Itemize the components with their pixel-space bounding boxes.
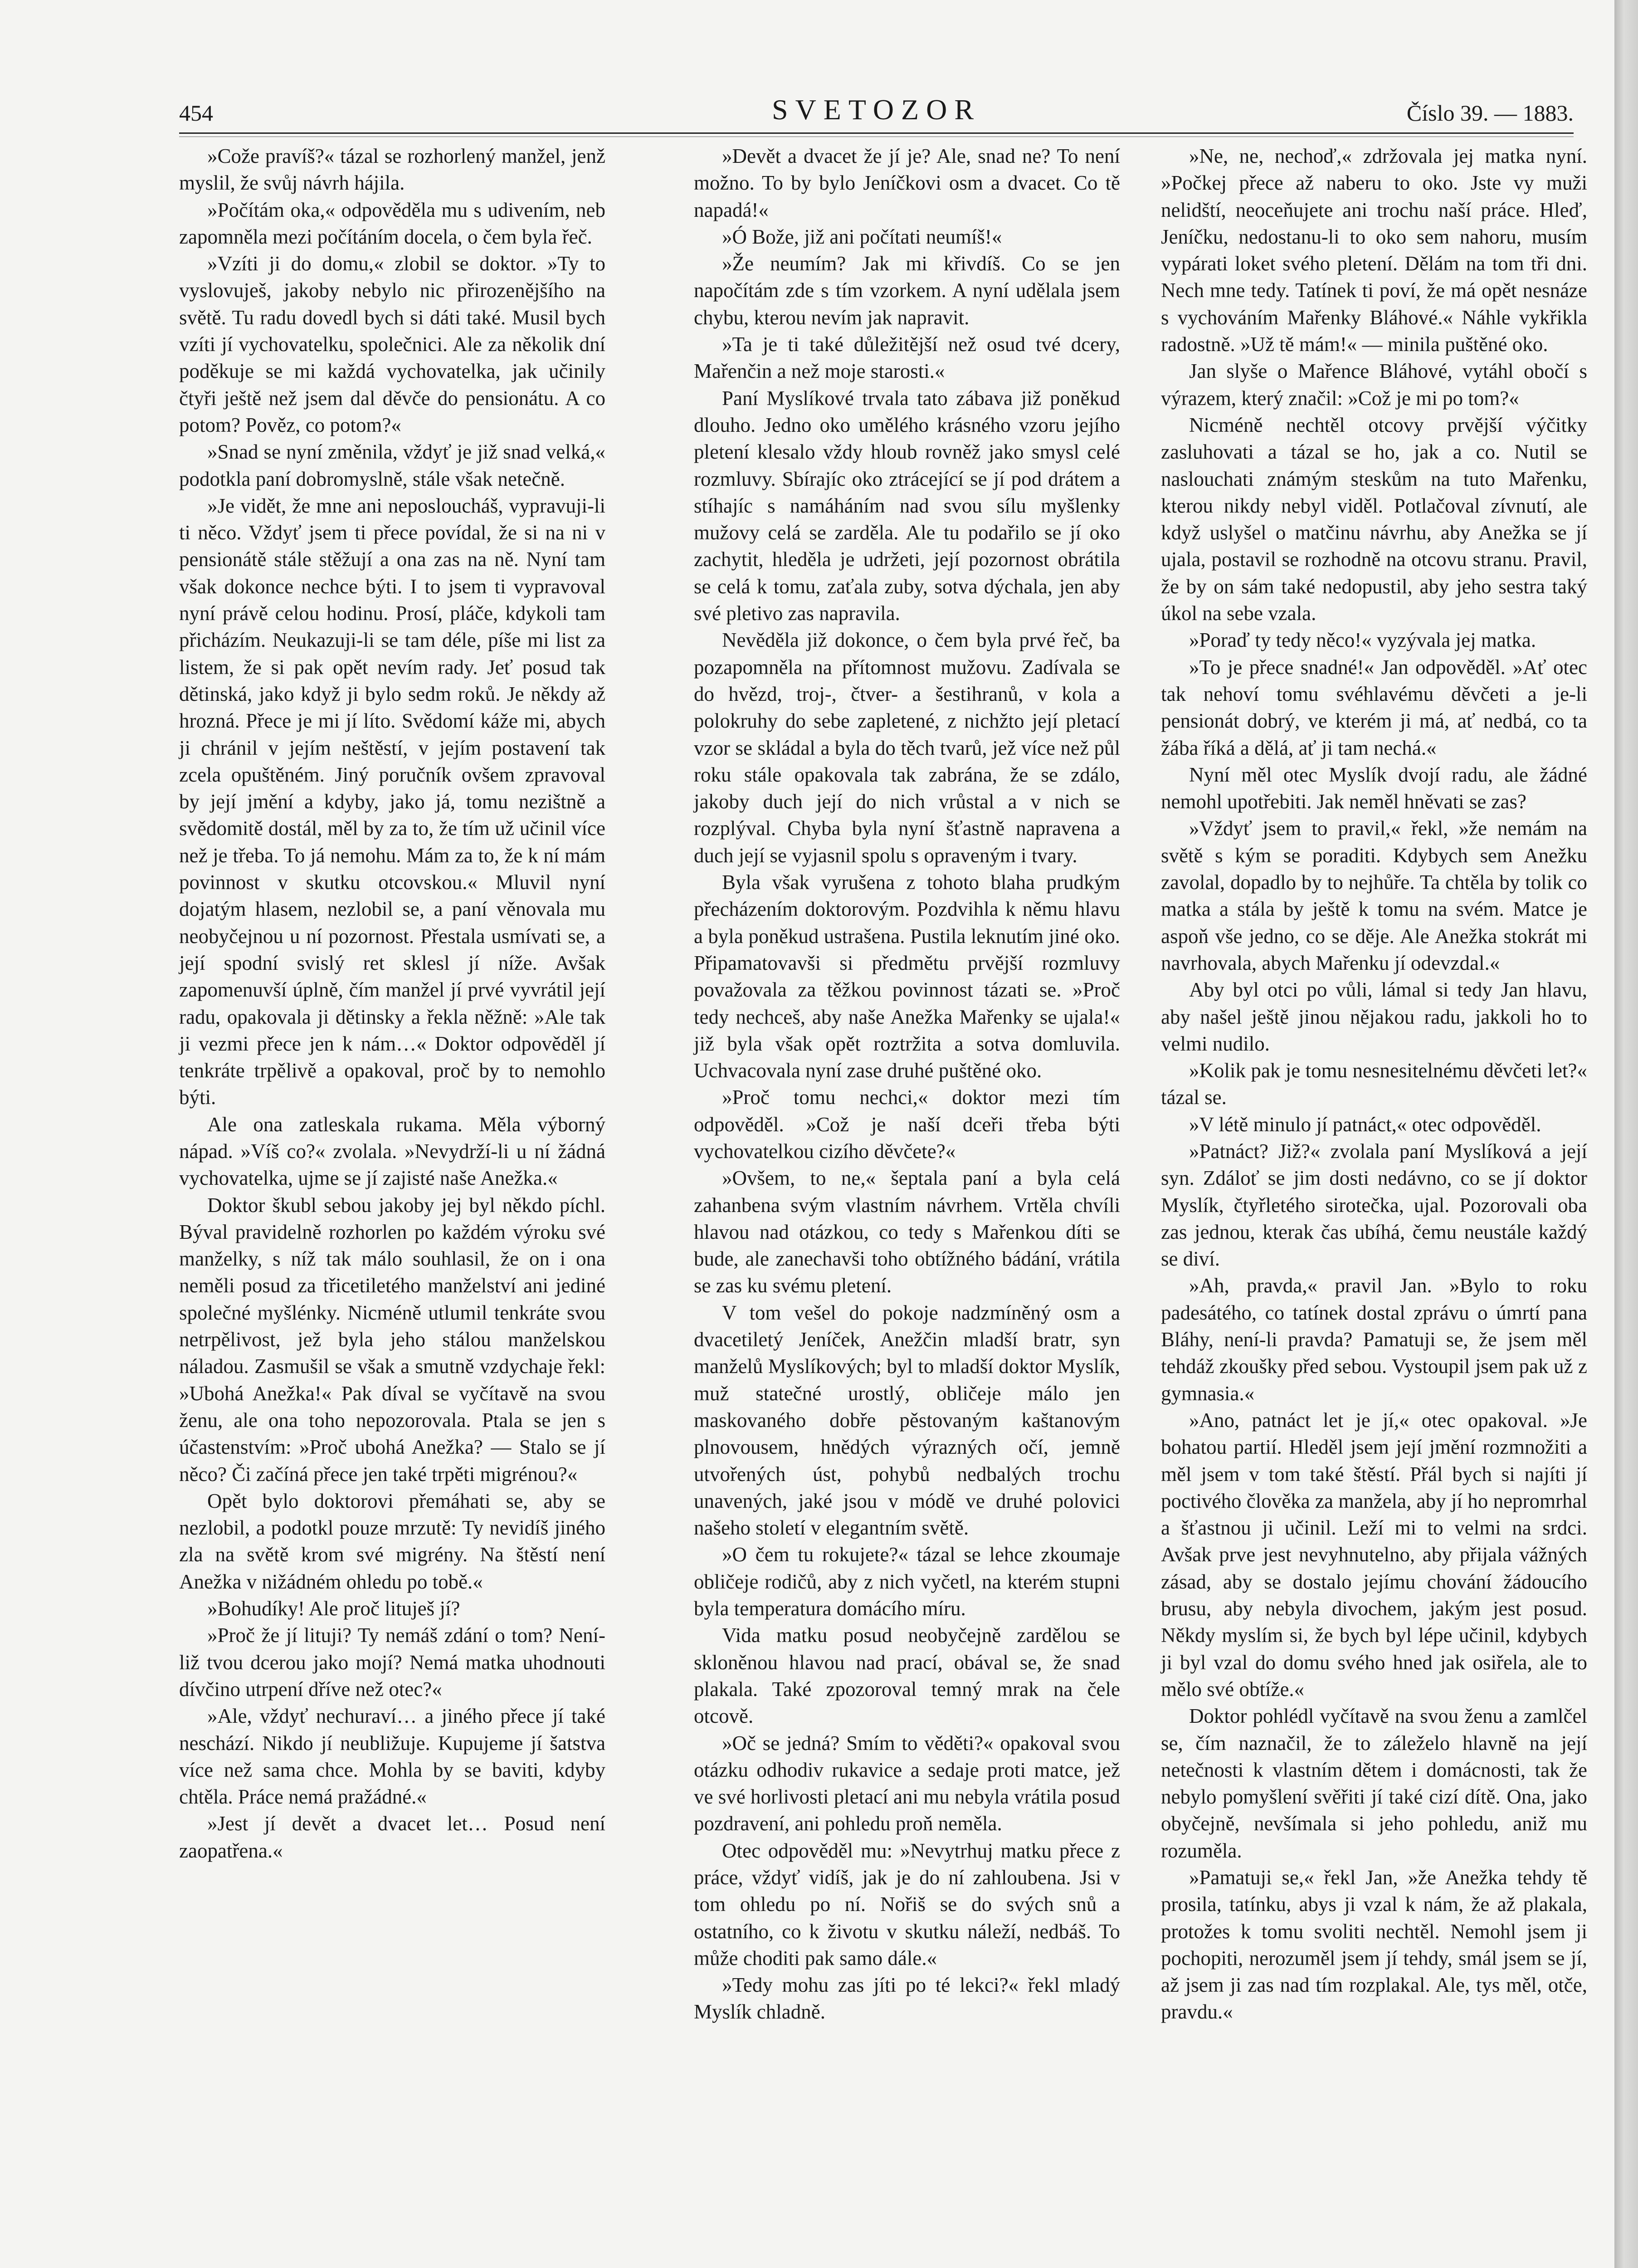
paragraph: »Kolik pak je tomu nesnesitelnému děvčeti let?« tázal se.	[1161, 1059, 1587, 1109]
text-column-3	[1161, 143, 1587, 2026]
paragraph: Ale ona zatleskala rukama. Měla výborný nápad. »Víš co?« zvolala. »Nevydrží-li u ní žádná vychovatelka, ujme se jí zajisté naše Anežka.«	[179, 1113, 605, 1190]
paragraph: »Vždyť jsem to pravil,« řekl, »že nemám na světě s kým se poraditi. Kdybych sem Anežku zavolal, dopadlo by to nejhůře. Ta chtěla by tolik co matka a stála by ještě k tomu na svém. Matce je aspoň vše jedno, co se děje. Ale Anežka stokrát mi navrhovala, abych Mařenku jí odevzdal.«	[1161, 817, 1587, 974]
paragraph: Paní Myslíkové trvala tato zábava již poněkud dlouho. Jedno oko umělého krásného vzoru jejího pletení klesalo vždy hloub rovněž jako smysl celé rozmluvy. Sbírajíc oko ztrácející se jí pod drátem a stíhajíc s namáháním nad svou sílu myšlenky mužovy celá se zarděla. Ale tu podařilo se jí oko zachytit, hleděla je udržeti, její pozornost obrátila se celá k tomu, zaťala zuby, sotva dýchala, jen aby své pletivo zas napravila.	[694, 386, 1120, 625]
paragraph: Opět bylo doktorovi přemáhati se, aby se nezlobil, a podotkl pouze mrzutě: Ty nevidíš jiného zla na světě krom své migrény. Na štěstí není Anežka v nižádném ohledu po tobě.«	[179, 1489, 605, 1593]
paragraph: »O čem tu rokujete?« tázal se lehce zkoumaje obličeje rodičů, aby z nich vyčetl, na kterém stupni byla temperatura domácího míru.	[694, 1543, 1120, 1620]
paragraph: »Ó Bože, již ani počítati neumíš!«	[722, 225, 1002, 248]
text-column-2	[694, 143, 1120, 2026]
paragraph: Doktor škubl sebou jakoby jej byl někdo píchl. Býval pravidelně rozhorlen po každém výroku své manželky, s níž tak málo souhlasil, že on i ona neměli posud za třicetiletého manželství ani jediné společné myšlénky. Nicméně utlumil tenkráte svou netrpělivost, jež byla jeho stálou manželskou náladou. Zasmušil se však a smutně vzdychaje řekl: »Ubohá Anežka!« Pak díval se vyčítavě na svou ženu, ale ona toho nepozorovala. Ptala se jen s účastenstvím: »Proč ubohá Anežka? — Stalo se jí něco? Či začíná přece jen také trpěti migrénou?«	[179, 1193, 605, 1486]
paragraph: Otec odpověděl mu: »Nevytrhuj matku přece z práce, vždyť vidíš, jak je do ní zahloubena. Jsi v tom ohledu po ní. Nořiš se do svých snů a ostatního, co k životu v skutku náleží, nedbáš. To může choditi pak samo dále.«	[694, 1839, 1120, 1970]
paragraph: »Proč tomu nechci,« doktor mezi tím odpověděl. »Což je naší dceři třeba býti vychovatelkou cizího děvčete?«	[694, 1086, 1120, 1163]
paragraph: »Tedy mohu zas jíti po té lekci?« řekl mladý Myslík chladně.	[694, 1974, 1120, 2024]
paragraph: »Devět a dvacet že jí je? Ale, snad ne? To není možno. To by bylo Jeníčkovi osm a dvacet. Co tě napadá!«	[694, 145, 1120, 221]
header-rule	[179, 132, 1574, 137]
paragraph: »Poraď ty tedy něco!« vyzývala jej matka.	[1189, 629, 1536, 652]
paragraph: Nicméně nechtěl otcovy prvější výčitky zasluhovati a tázal se ho, jak a co. Nutil se naslouchati známým steskům na tuto Mařenku, kterou nikdy nebyl viděl. Potlačoval zívnutí, ale když uslyšel o matčinu návrhu, aby Anežka se jí ujala, postavil se rozhodně na otcovu stranu. Pravil, že by on sám také nedopustil, aby jeho sestra taký úkol na sebe vzala.	[1161, 413, 1587, 625]
paragraph: V tom vešel do pokoje nadzmíněný osm a dvacetiletý Jeníček, Anežčin mladší bratr, syn manželů Myslíkových; byl to mladší doktor Myslík, muž statečné urostlý, obličeje málo jen maskovaného dobře pěstovaným kaštanovým plnovousem, hnědých výrazných očí, jemně utvořených úst, pohybů nedbalých trochu unavených, jaké jsou v módě ve druhé polovici našeho století v elegantním světě.	[694, 1301, 1120, 1540]
page-number: 454	[179, 100, 213, 126]
page-edge	[1614, 0, 1638, 2268]
text-column-1	[179, 143, 605, 1864]
paragraph: »Oč se jedná? Smím to věděti?« opakoval svou otázku odhodiv rukavice a sedaje proti matce, jež ve své horlivosti pletací ani mu nebyla vrátila posud pozdravení, ani pohledu proň neměla.	[694, 1731, 1120, 1835]
paragraph: Vida matku posud neobyčejně zardělou se skloněnou hlavou nad prací, obával se, že snad plakala. Také zpozoroval temný mrak na čele otcově.	[694, 1624, 1120, 1728]
paragraph: Nyní měl otec Myslík dvojí radu, ale žádné nemohl upotřebiti. Jak neměl hněvati se zas?	[1161, 763, 1587, 813]
paragraph: »Že neumím? Jak mi křivdíš. Co se jen napočítám zde s tím vzorkem. A nyní udělala jsem chybu, kterou nevím jak napravit.	[694, 252, 1120, 329]
paragraph: »Je vidět, že mne ani neposloucháš, vypravuji-li ti něco. Vždyť jsem ti přece povídal, že si na ni v pensionátě stále stěžují a ona zas na ně. Nyní tam však dokonce nechce býti. I to jsem ti vypravoval nyní právě celou hodinu. Prosí, pláče, kdykoli tam přicházím. Neukazuji-li se tam déle, píše mi list za listem, že si pak opět nevím rady. Jeť posud tak dětinská, jako když ji bylo sedm roků. Je někdy až hrozná. Přece je mi jí líto. Svědomí káže mi, abych ji chránil v jejím neštěstí, v jejím postavení tak zcela opuštěném. Jiný poručník ovšem zpravoval by její jmění a kdyby, jako já, tomu nezištně a svědomitě dostál, měl by za to, že tím už učinil více než je třeba. To já nemohu. Mám za to, že k ní mám povinnost v skutku otcovskou.« Mluvil nyní dojatým hlasem, nezlobil se, a paní věnovala mu neobyčejnou u ní pozornost. Přestala usmívati se, a její spodní svislý ret sklesl jí níže. Avšak zapomenuvší úplně, čím manžel jí prvé vyvrátil její radu, opakovala ji dětinsky a řekla něžně: »Ale tak ji vezmi přece jen k nám…« Doktor odpověděl jí tenkráte trpělivě a opakoval, proč by to nemohlo býti.	[179, 494, 605, 1109]
paragraph: »Jest jí devět a dvacet let… Posud není zaopatřena.«	[179, 1812, 605, 1862]
paragraph: »Ano, patnáct let je jí,« otec opakoval. »Je bohatou partií. Hleděl jsem její jmění rozmnožiti a měl jsem v tom také štěstí. Přál bych si najíti jí poctivého člověka za manžela, aby jí ho nepromrhal a šťastnou ji učinil. Leží mi to velmi na srdci. Avšak prve jest nevyhnutelno, aby přijala vážných zásad, aby se dostalo jejímu chování žádoucího brusu, aby nebyla divochem, jakým jest posud. Někdy myslím si, že bych byl lépe učinil, kdybych ji byl vzal do domu svého hned jak osiřela, ale to mělo své obtíže.«	[1161, 1408, 1587, 1701]
paragraph: »Ah, pravda,« pravil Jan. »Bylo to roku padesátého, co tatínek dostal zprávu o úmrtí pana Bláhy, není-li pravda? Pamatuji se, že jsem měl tehdáž zkoušky před sebou. Vystoupil jsem pak už z gymnasia.«	[1161, 1274, 1587, 1405]
paragraph: »Bohudíky! Ale proč lituješ jí?	[207, 1597, 460, 1620]
paragraph: »Patnáct? Již?« zvolala paní Myslíková a její syn. Zdáloť se jim dosti nedávno, co se jí doktor Myslík, čtyřletého sirotečka, ujal. Pozorovali oba zas jednou, kterak čas ubíhá, čemu neustále každý se diví.	[1161, 1139, 1587, 1271]
paragraph: »Vzíti ji do domu,« zlobil se doktor. »Ty to vyslovuješ, jakoby nebylo nic přirozenějšího na světě. Tu radu dovedl bych si dáti také. Musil bych vzíti jí vychovatelku, společnici. Ale za několik dní poděkuje se mi každá vychovatelka, jak učinily čtyři ještě než jsem dal děvče do pensionátu. A co potom? Pověz, co potom?«	[179, 252, 605, 436]
paragraph: Byla však vyrušena z tohoto blaha prudkým přecházením doktorovým. Pozdvihla k němu hlavu a byla poněkud ustrašena. Pustila leknutím jiné oko. Připamatovavši si předmětu prvější rozmluvy považovala za těžkou povinnost tázati se. »Proč tedy nechceš, aby naše Anežka Mařenky se ujala!« již byla však opět roztržita a sotva domluvila. Uchvacovala nyní zase druhé puštěné oko.	[694, 871, 1120, 1082]
paragraph: Nevěděla již dokonce, o čem byla prvé řeč, ba pozapomněla na přítomnost mužovu. Zadívala se do hvězd, troj-, čtver- a šestihranů, v kola a polokruhy do sebe zapletené, z nichžto její pletací vzor se skládal a byla do těch tvarů, jež více než půl roku stále opakovala tak zabrána, že se zdálo, jakoby duch její do nich vrůstal a v nich se rozplýval. Chyba byla nyní šťastně napravena a duch její se vyjasnil spolu s opraveným i tvary.	[694, 629, 1120, 867]
paragraph: »Snad se nyní změnila, vždyť je již snad velká,« podotkla paní dobromyslně, stále však netečně.	[179, 440, 605, 490]
paragraph: »To je přece snadné!« Jan odpověděl. »Ať otec tak nehoví tomu svéhlavému děvčeti a je-li pensionát dobrý, ve kterém ji má, ať nedbá, co ta žába říká a dělá, ať ji tam nechá.«	[1161, 655, 1587, 759]
paragraph: »Počítám oka,« odpověděla mu s udivením, neb zapomněla mezi počítáním docela, o čem byla řeč.	[179, 198, 605, 248]
paragraph: »Ale, vždyť nechuraví… a jiného přece jí také neschází. Nikdo jí neubližuje. Kupujeme jí šatstva více než sama chce. Mohla by se baviti, kdyby chtěla. Práce nemá pražádné.«	[179, 1705, 605, 1809]
paragraph: »Ovšem, to ne,« šeptala paní a byla celá zahanbena svým vlastním návrhem. Vrtěla chvíli hlavou nad otázkou, co tedy s Mařenkou díti se bude, ale zanechavši toho obtížného bádání, vrátila se zas ku svému pletení.	[694, 1167, 1120, 1297]
paragraph: »Cože pravíš?« tázal se rozhorlený manžel, jenž myslil, že svůj návrh hájila.	[179, 145, 605, 195]
issue-number: Číslo 39. — 1883.	[1406, 100, 1574, 126]
paragraph: »Ne, ne, nechoď,« zdržovala jej matka nyní. »Počkej přece až naberu to oko. Jste vy muži nelidští, neoceňujete ani trochu naší práce. Hleď, Jeníčku, nedostanu-li to oko sem nahoru, musím vypárati loket svého pletení. Dělám na tom tři dni. Nech mne tedy. Tatínek ti poví, že má opět nesnáze s vychováním Mařenky Bláhové.« Náhle vykřikla radostně. »Už tě mám!« — minila puštěné oko.	[1161, 145, 1587, 356]
paragraph: »Proč že jí lituji? Ty nemáš zdání o tom? Není-liž tvou dcerou jako mojí? Nemá matka uhodnouti dívčino utrpení dříve než otec?«	[179, 1624, 605, 1701]
paragraph: Jan slyše o Mařence Bláhové, vytáhl obočí s výrazem, který značil: »Což je mi po tom?«	[1161, 360, 1587, 410]
paragraph: Aby byl otci po vůli, lámal si tedy Jan hlavu, aby našel ještě jinou nějakou radu, jakkoli ho to velmi nudilo.	[1161, 978, 1587, 1055]
paragraph: »Pamatuji se,« řekl Jan, »že Anežka tehdy tě prosila, tatínku, abys ji vzal k nám, že až plakala, protožes k tomu svoliti nechtěl. Nemohl jsem ji pochopiti, nerozuměl jsem jí tehdy, smál jsem se jí, až jsem ji zas nad tím rozplakal. Ale, tys měl, otče, pravdu.«	[1161, 1866, 1587, 2024]
paragraph: Doktor pohlédl vyčítavě na svou ženu a zamlčel se, čím naznačil, že to záleželo hlavně na její netečnosti k vlastním dětem i domácnosti, tak že nebylo pomyšlení svěřiti jí také cizí dítě. Ona, jako obyčejně, nevšímala si jeho pohledu, aniž mu rozuměla.	[1161, 1705, 1587, 1862]
paragraph: »V létě minulo jí patnáct,« otec odpověděl.	[1189, 1113, 1541, 1136]
paragraph: »Ta je ti také důležitější než osud tvé dcery, Mařenčin a než moje starosti.«	[694, 333, 1120, 383]
masthead-title: SVETOZOR	[771, 93, 981, 126]
